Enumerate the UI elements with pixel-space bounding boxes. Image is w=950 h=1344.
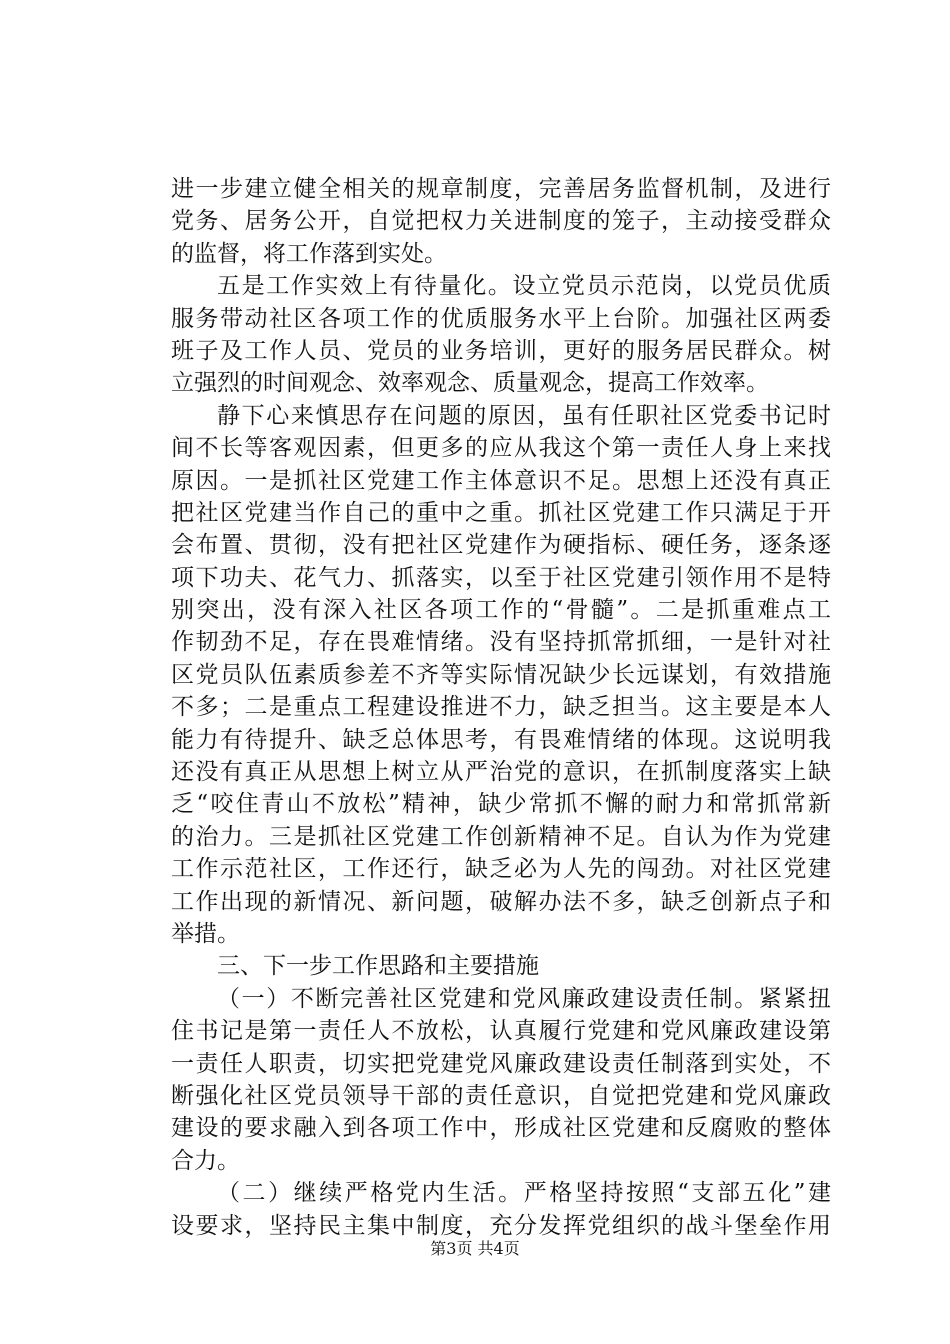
text-line: 会布置、贯彻，没有把社区党建作为硬指标、硬任务，逐条逐 [171,532,831,559]
text-line: 不多；二是重点工程建设推进不力，缺乏担当。这主要是本人 [171,694,831,721]
text-line: （一）不断完善社区党建和党风廉政建设责任制。紧紧扭 [217,985,831,1012]
text-line: 合力。 [171,1147,240,1174]
text-line: 静下心来慎思存在问题的原因，虽有任职社区党委书记时 [217,402,831,429]
text-line: 三、下一步工作思路和主要措施 [217,953,539,980]
text-line: 间不长等客观因素，但更多的应从我这个第一责任人身上来找 [171,435,831,462]
text-line: 能力有待提升、缺乏总体思考，有畏难情绪的体现。这说明我 [171,726,831,753]
text-line: 服务带动社区各项工作的优质服务水平上台阶。加强社区两委 [171,305,831,332]
text-line: 作韧劲不足，存在畏难情绪。没有坚持抓常抓细，一是针对社 [171,629,831,656]
text-line: 举措。 [171,920,240,947]
text-line: 区党员队伍素质参差不齐等实际情况缺少长远谋划，有效措施 [171,661,831,688]
text-line: 项下功夫、花气力、抓落实，以至于社区党建引领作用不是特 [171,564,831,591]
text-line: 断强化社区党员领导干部的责任意识，自觉把党建和党风廉政 [171,1082,831,1109]
text-line: 建设的要求融入到各项工作中，形成社区党建和反腐败的整体 [171,1115,831,1142]
text-line: （二）继续严格党内生活。严格坚持按照“支部五化”建 [217,1180,831,1207]
text-line: 工作示范社区，工作还行，缺乏必为人先的闯劲。对社区党建 [171,856,831,883]
text-line: 设要求，坚持民主集中制度，充分发挥党组织的战斗堡垒作用 [171,1212,831,1239]
page-footer: 第3页 共4页 [430,1239,520,1258]
text-line: 工作出现的新情况、新问题，破解办法不多，缺乏创新点子和 [171,888,831,915]
text-line: 把社区党建当作自己的重中之重。抓社区党建工作只满足于开 [171,499,831,526]
text-line: 乏“咬住青山不放松”精神，缺少常抓不懈的耐力和常抓常新 [171,791,831,818]
body-text [171,173,831,1242]
text-line: 一责任人职责，切实把党建党风廉政建设责任制落到实处，不 [171,1050,831,1077]
text-line: 党务、居务公开，自觉把权力关进制度的笼子，主动接受群众 [171,208,831,235]
text-line: 的监督，将工作落到实处。 [171,240,447,267]
text-line: 立强烈的时间观念、效率观念、质量观念，提高工作效率。 [171,370,769,397]
text-line: 住书记是第一责任人不放松，认真履行党建和党风廉政建设第 [171,1018,831,1045]
text-line: 别突出，没有深入社区各项工作的“骨髓”。二是抓重难点工 [171,597,831,624]
text-line: 五是工作实效上有待量化。设立党员示范岗，以党员优质 [217,273,831,300]
text-line: 还没有真正从思想上树立从严治党的意识，在抓制度落实上缺 [171,759,831,786]
text-line: 班子及工作人员、党员的业务培训，更好的服务居民群众。树 [171,337,831,364]
text-line: 原因。一是抓社区党建工作主体意识不足。思想上还没有真正 [171,467,831,494]
text-line: 的治力。三是抓社区党建工作创新精神不足。自认为作为党建 [171,823,831,850]
text-line: 进一步建立健全相关的规章制度，完善居务监督机制，及进行 [171,176,831,202]
